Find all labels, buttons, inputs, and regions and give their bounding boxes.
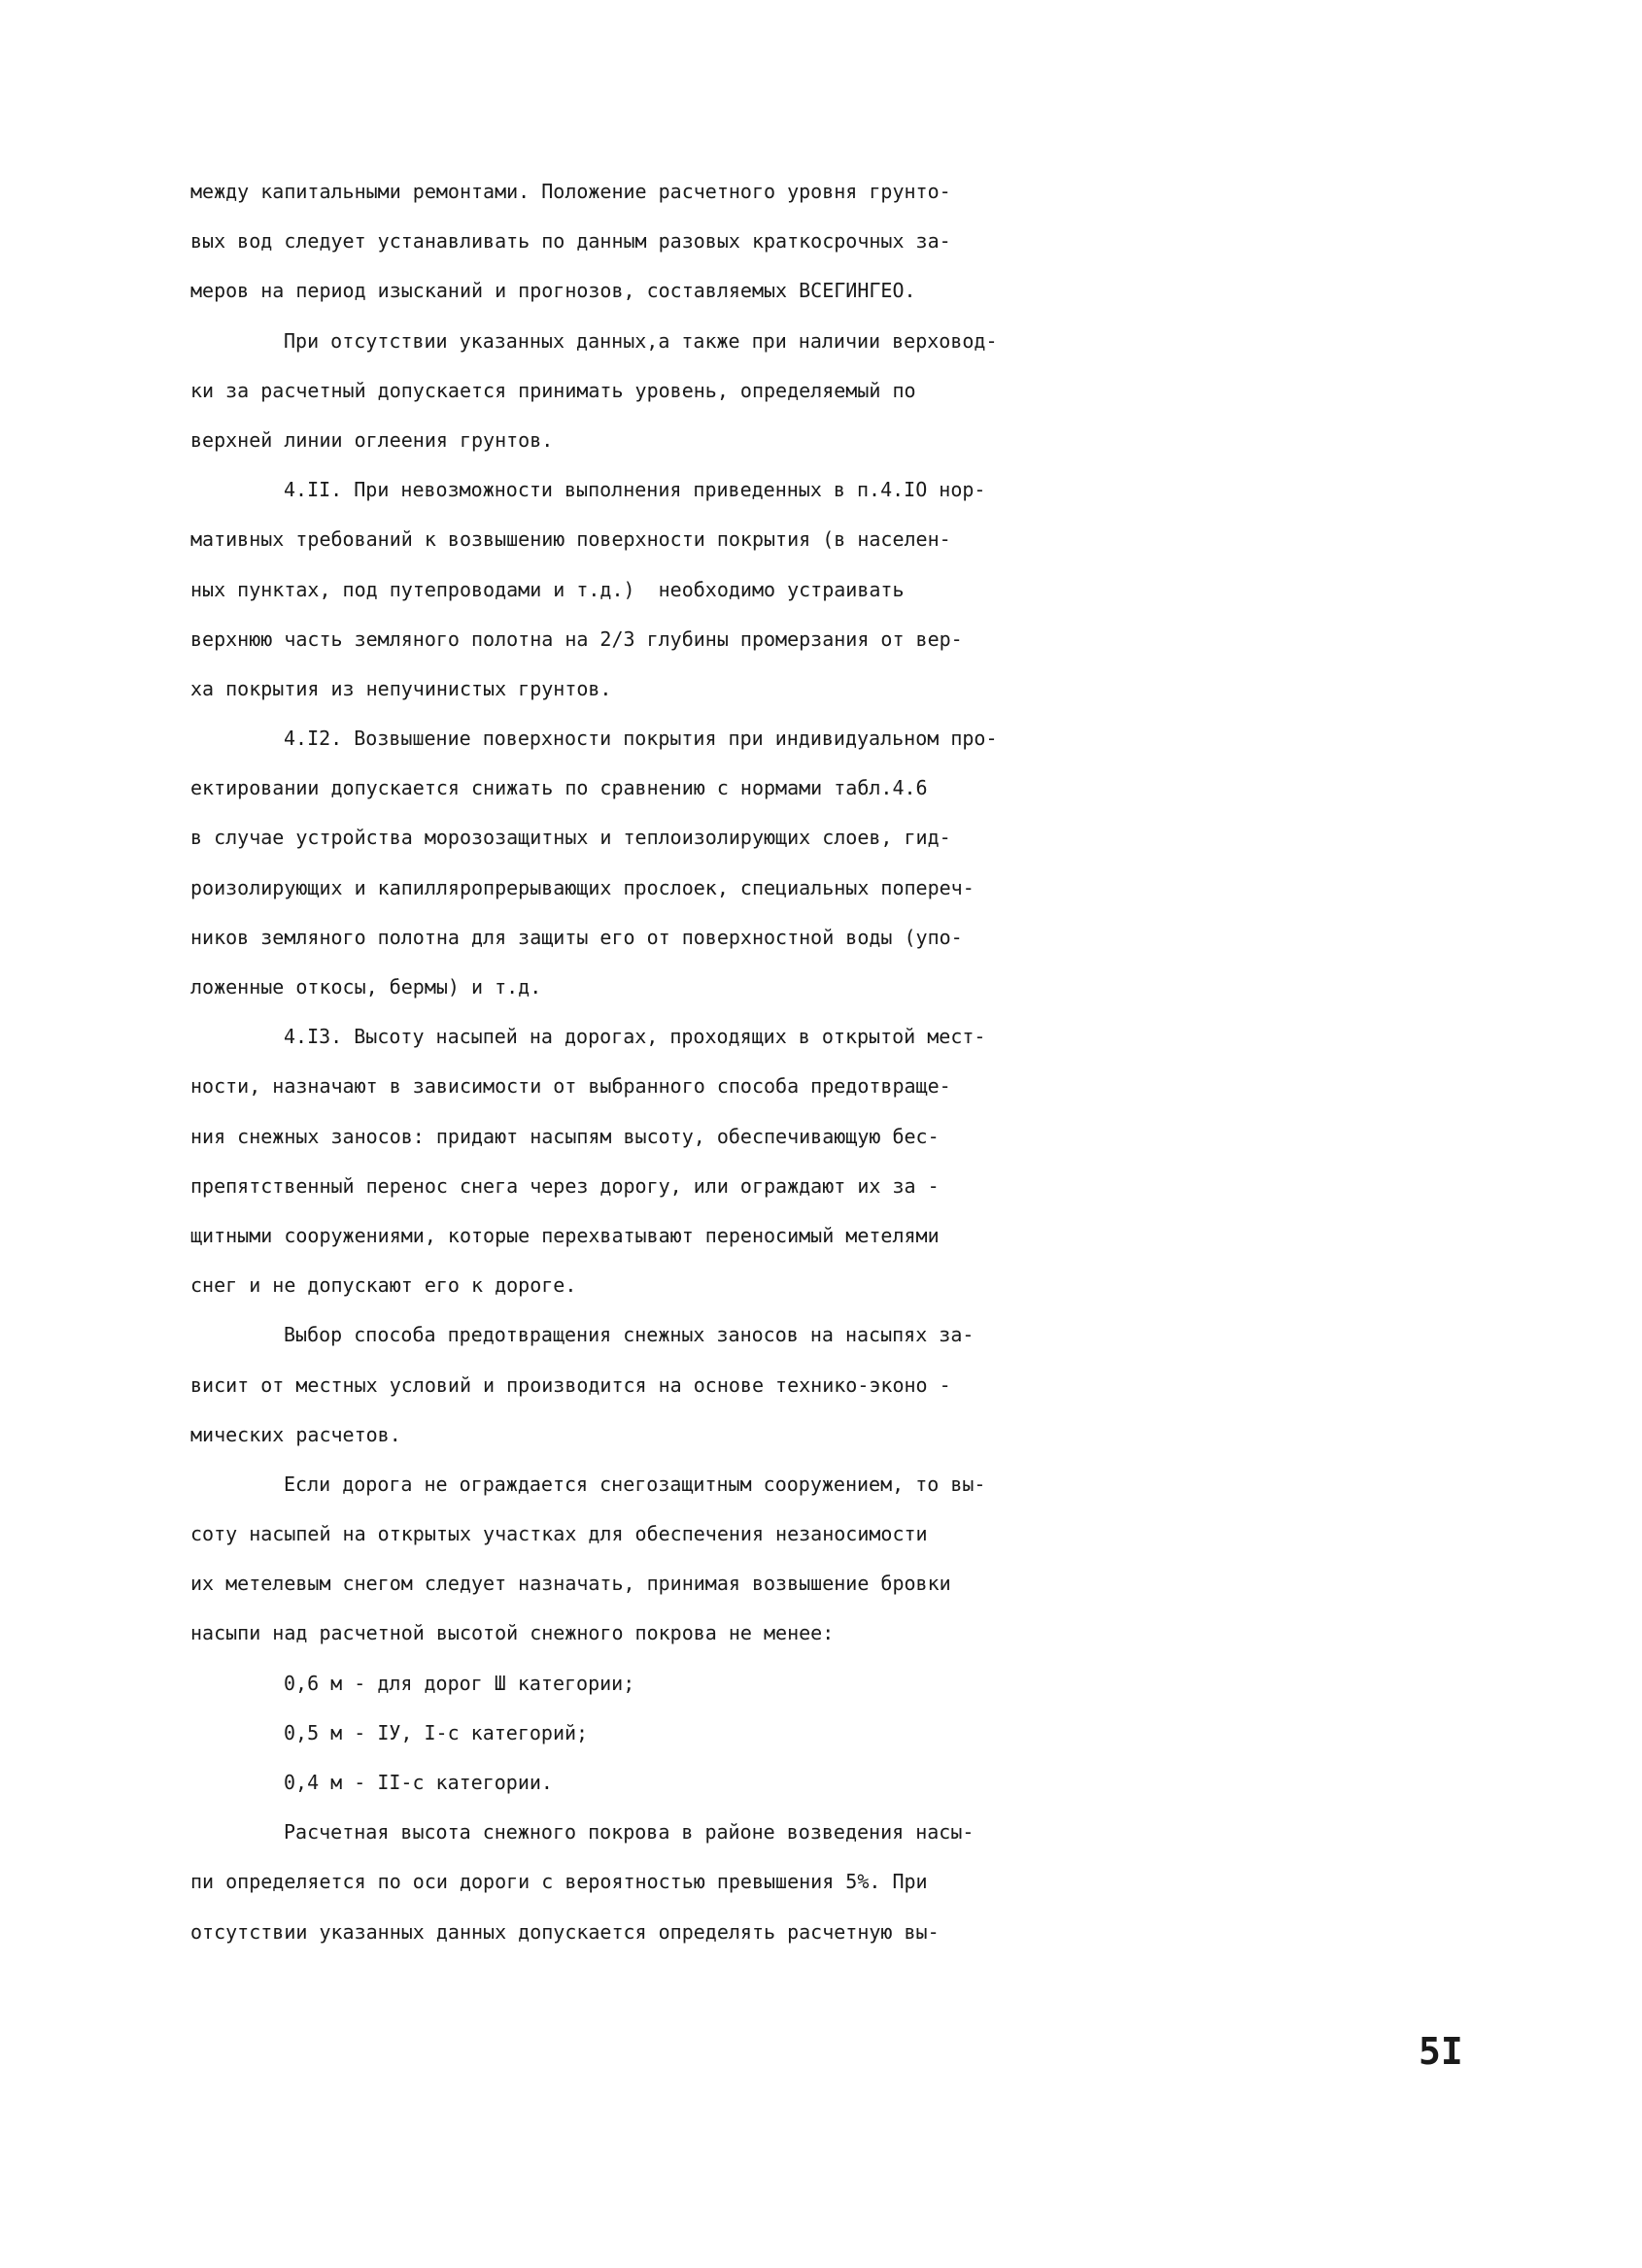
text-line: снег и не допускают его к дороге. [190, 1273, 577, 1298]
text-line: ки за расчетный допускается принимать уровень, определяемый по [190, 378, 916, 402]
text-line: их метелевым снегом следует назначать, принимая возвышение бровки [190, 1572, 951, 1596]
text-line: Выбор способа предотвращения снежных заносов на насыпях за- [284, 1323, 975, 1347]
text-line: ников земляного полотна для защиты его от поверхностной воды (упо- [190, 925, 963, 949]
text-line: 4.II. При невозможности выполнения приведенных в п.4.IO нор- [284, 478, 986, 502]
text-line: между капитальными ремонтами. Положение расчетного уровня грунто- [190, 180, 951, 203]
text-line: 0,5 м - IУ, I-с категорий; [284, 1720, 589, 1744]
text-line: ния снежных заносов: придают насыпям высоту, обеспечивающую бес- [190, 1124, 940, 1148]
text-line: висит от местных условий и производится на основе технико-эконо - [190, 1372, 951, 1397]
text-line: 4.I2. Возвышение поверхности покрытия при индивидуальном про- [284, 727, 998, 751]
text-line: ложенные откосы, бермы) и т.д. [190, 975, 542, 999]
text-line: 4.I3. Высоту насыпей на дорогах, проходящих в открытой мест- [284, 1025, 986, 1049]
text-line: верхнюю часть земляного полотна на 2/3 глубины промерзания от вер- [190, 626, 963, 651]
text-line: 0,6 м - для дорог Ш категории; [284, 1671, 635, 1695]
text-line: вых вод следует устанавливать по данным разовых краткосрочных за- [190, 229, 951, 254]
text-line: Расчетная высота снежного покрова в районе возведения насы- [284, 1820, 975, 1845]
text-line: При отсутствии указанных данных,а также при наличии верховод- [284, 328, 998, 353]
text-line: отсутствии указанных данных допускается определять расчетную вы- [190, 1919, 940, 1944]
text-line: соту насыпей на открытых участках для обеспечения незаносимости [190, 1522, 928, 1546]
text-line: препятственный перенос снега через дорогу, или ограждают их за - [190, 1173, 940, 1198]
text-line: мативных требований к возвышению поверхности покрытия (в населен- [190, 527, 951, 552]
text-line: ности, назначают в зависимости от выбранного способа предотвраще- [190, 1074, 951, 1099]
text-line: мических расчетов. [190, 1422, 401, 1446]
text-line: 0,4 м - II-с категории. [284, 1771, 553, 1794]
page-number: 5I [1419, 2030, 1463, 2073]
text-line: ных пунктах, под путепроводами и т.д.) необходимо устраивать [190, 577, 905, 601]
text-line: роизолирующих и капилляропрерывающих прослоек, специальных попереч- [190, 875, 975, 899]
text-line: в случае устройства морозозащитных и теплоизолирующих слоев, гид- [190, 826, 951, 850]
text-line: щитными сооружениями, которые перехватывают переносимый метелями [190, 1223, 940, 1247]
text-line: меров на период изысканий и прогнозов, составляемых ВСЕГИНГЕО. [190, 279, 916, 303]
text-line: Если дорога не ограждается снегозащитным сооружением, то вы- [284, 1472, 986, 1496]
text-line: ха покрытия из непучинистых грунтов. [190, 676, 612, 700]
text-line: верхней линии оглеения грунтов. [190, 427, 554, 452]
body-text [190, 167, 1502, 1957]
text-line: насыпи над расчетной высотой снежного покрова не менее: [190, 1621, 835, 1645]
text-line: ектировании допускается снижать по сравнению с нормами табл.4.6 [190, 776, 928, 800]
text-line: пи определяется по оси дороги с вероятностью превышения 5%. При [190, 1870, 928, 1894]
